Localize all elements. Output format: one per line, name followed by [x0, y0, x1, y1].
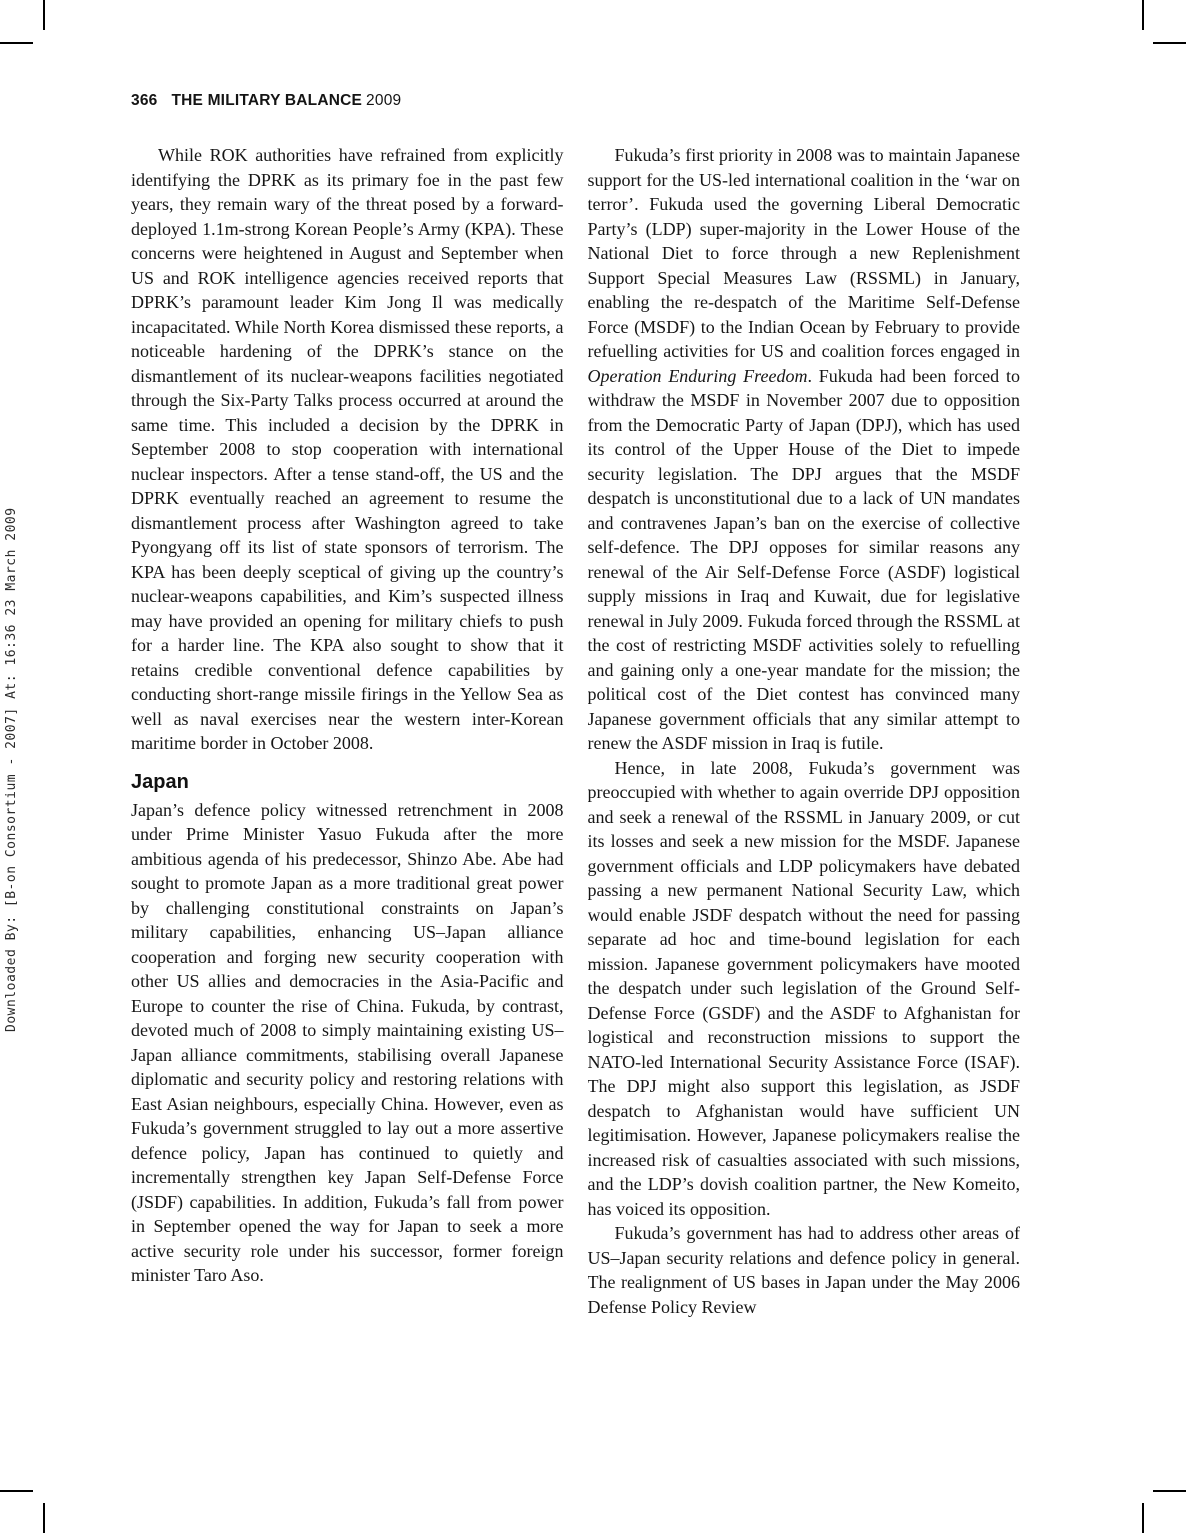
text-run: While ROK authorities have refrained from explicitly identifying the DPRK as its primary foe in the past few years, they remain wary of the threat posed by a forward-deployed 1.1m-strong Korean People’s Army (KPA). These concerns were heightened in August and September when US and ROK intelligence agencies received reports that DPRK’s paramount leader Kim Jong Il was medically incapacitated. While North Korea dismissed these reports, a noticeable hardening of the DPRK’s stance on the dismantlement of its nuclear-weapons facilities negotiated through the Six-Party Talks process occurred at around the same time. This included a decision by the DPRK in September 2008 to stop cooperation with international nuclear inspectors. After a tense stand-off, the US and the DPRK eventually reached an agreement to resume the dismantlement process after Washington agreed to take Pyongyang off its list of state sponsors of terrorism. The KPA has been deeply sceptical of giving up the country’s nuclear-weapons capabilities, and Kim’s suspected illness may have provided an opening for military chiefs to push for a harder line. The KPA also sought to show that it retains credible conventional defence capabilities by conducting short-range missile firings in the Yellow Sea as well as naval exercises near the western inter-Korean maritime border in October 2008.	[131, 145, 564, 753]
running-title: THE MILITARY BALANCE	[171, 92, 363, 109]
italic-text-run: Operation Enduring Freedom	[587, 365, 808, 386]
text-run: Fukuda’s first priority in 2008 was to maintain Japanese support for the US-led international coalition in the ‘war on terror’. Fukuda used the governing Liberal Democratic Party’s (LDP) super-majority in the Lower House of the National Diet to force through a new Replenishment Support Special Measures Law (RSSML) in January, enabling the re-despatch of the Maritime Self-Defense Force (MSDF) to the Indian Ocean by February to provide refuelling activities for US and coalition forces engaged in	[587, 145, 1020, 361]
paragraph	[588, 143, 1021, 756]
crop-mark-bottom-left-horizontal	[0, 1490, 33, 1492]
section-heading: Japan	[131, 770, 189, 793]
right-column	[588, 143, 1021, 1427]
paragraph	[588, 1221, 1021, 1319]
running-year: 2009	[366, 92, 402, 109]
crop-mark-top-left-horizontal	[0, 42, 33, 44]
crop-mark-top-right-horizontal	[1153, 42, 1186, 44]
page-number: 366	[131, 92, 158, 109]
running-header	[131, 92, 401, 110]
download-stamp: Downloaded By: [B-on Consortium - 2007] At: 16:36 23 March 2009	[4, 507, 19, 1032]
left-column	[131, 143, 564, 1427]
paragraph	[588, 756, 1021, 1222]
text-run: Japan’s defence policy witnessed retrenchment in 2008 under Prime Minister Yasuo Fukuda after the more ambitious agenda of his predecessor, Shinzo Abe. Abe had sought to promote Japan as a more traditional great power by challenging constitutional constraints on Japan’s military capabilities, enhancing US–Japan alliance cooperation and forging new security cooperation with other US allies and democracies in the Asia-Pacific and Europe to counter the rise of China. Fukuda, by contrast, devoted much of 2008 to simply maintaining existing US–Japan alliance commitments, stabilising overall Japanese diplomatic and security policy and restoring relations with East Asian neighbours, especially China. However, even as Fukuda’s government struggled to lay out a more assertive defence policy, Japan has continued to quietly and incrementally strengthen key Japan Self-Defense Force (JSDF) capabilities. In addition, Fukuda’s fall from power in September opened the way for Japan to seek a more active security role under his successor, former foreign minister Taro Aso.	[131, 799, 564, 1285]
article-body	[131, 143, 1020, 1427]
crop-mark-top-right-vertical	[1142, 0, 1144, 30]
text-run: Fukuda’s government has had to address other areas of US–Japan security relations and defence policy in general. The realignment of US bases in Japan under the May 2006 Defense Policy Review	[587, 1223, 1020, 1317]
text-run: . Fukuda had been forced to withdraw the MSDF in November 2007 due to opposition from the Democratic Party of Japan (DPJ), which has used its control of the Upper House of the Diet to impede security legislation. The DPJ argues that the MSDF despatch is unconstitutional due to a lack of UN mandates and contravenes Japan’s ban on the exercise of collective self-defence. The DPJ opposes for similar reasons any renewal of the Air Self-Defense Force (ASDF) logistical supply missions in Iraq and Kuwait, due for legislative renewal in July 2009. Fukuda forced through the RSSML at the cost of restricting MSDF activities solely to refuelling and gaining only a one-year mandate for the mission; the political cost of the Diet contest has convinced many Japanese government officials that any similar attempt to renew the ASDF mission in Iraq is futile.	[587, 365, 1020, 753]
text-run: Hence, in late 2008, Fukuda’s government was preoccupied with whether to again override DPJ opposition and seek a renewal of the RSSML in January 2009, or cut its losses and seek a new mission for the MSDF. Japanese government officials and LDP policymakers have debated passing a new permanent National Security Law, which would enable JSDF despatch without the need for passing separate ad hoc and time-bound legislation for each mission. Japanese government policymakers have mooted the despatch under such legislation of the Ground Self-Defense Force (GSDF) and the ASDF to Afghanistan for logistical and reconstruction missions to support the NATO-led International Security Assistance Force (ISAF). The DPJ might also support this legislation, as JSDF despatch to Afghanistan would have sufficient UN legitimisation. However, Japanese policymakers realise the increased risk of casualties associated with such missions, and the LDP’s dovish coalition partner, the New Komeito, has voiced its opposition.	[587, 757, 1020, 1219]
paragraph	[131, 143, 564, 756]
crop-mark-bottom-right-horizontal	[1153, 1490, 1186, 1492]
crop-mark-bottom-right-vertical	[1142, 1503, 1144, 1533]
crop-mark-top-left-vertical	[43, 0, 45, 30]
paragraph	[131, 798, 564, 1288]
crop-mark-bottom-left-vertical	[43, 1503, 45, 1533]
